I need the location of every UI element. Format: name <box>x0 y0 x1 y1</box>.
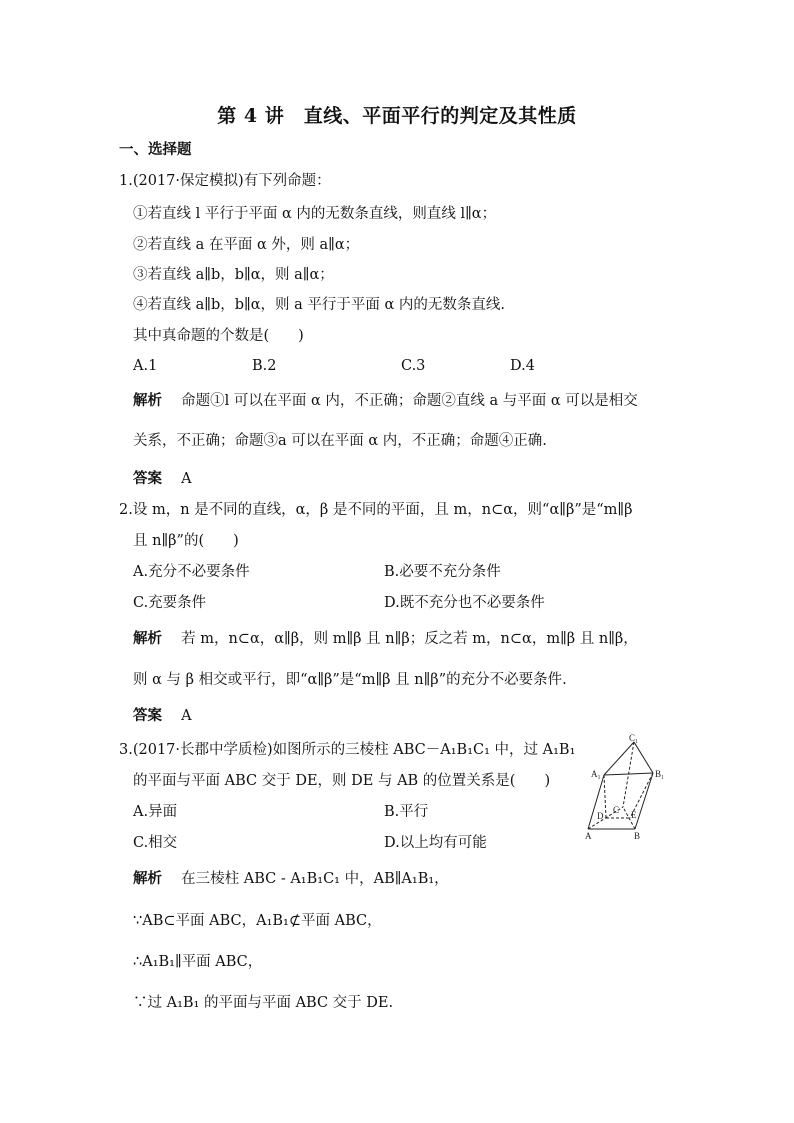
label-b1: B₁ <box>655 769 665 779</box>
q2-answer <box>133 707 192 725</box>
q3-analysis-line-3: ∴A₁B₁∥平面 ABC， <box>133 954 263 970</box>
edge-a1-d <box>604 775 606 818</box>
q1-proposition-3: ③若直线 a∥b，b∥α，则 a∥α； <box>133 267 334 283</box>
q1-option-d: D.4 <box>510 358 535 374</box>
q1-proposition-4: ④若直线 a∥b，b∥α，则 a 平行于平面 α 内的无数条直线. <box>133 297 505 313</box>
q2-analysis-text-1: 若 m，n⊂α，α∥β，则 m∥β 且 n∥β；反之若 m，n⊂α，m∥β 且 n∥β， <box>181 631 638 647</box>
q2-stem-line-2: 且 n∥β”的( ) <box>133 533 239 549</box>
q1-analysis-line-1 <box>133 392 638 410</box>
edge-b1-b <box>635 773 653 829</box>
q3-option-a: A.异面 <box>133 804 178 820</box>
q1-question: 其中真命题的个数是( ) <box>133 328 304 344</box>
q1-proposition-2: ②若直线 a 在平面 α 外，则 a∥α； <box>133 237 360 253</box>
q2-option-d: D.既不充分也不必要条件 <box>384 595 545 611</box>
q3-option-c: C.相交 <box>133 835 178 851</box>
label-d: D <box>597 811 604 821</box>
q3-analysis-line-1 <box>133 870 449 888</box>
q1-option-a: A.1 <box>133 358 158 374</box>
q1-proposition-1: ①若直线 l 平行于平面 α 内的无数条直线，则直线 l∥α； <box>133 206 497 222</box>
q2-answer-value: A <box>181 708 192 724</box>
label-c1: C₁ <box>629 733 639 743</box>
q1-analysis-text-1: 命题①l 可以在平面 α 内，不正确；命题②直线 a 与平面 α 可以是相交 <box>181 393 638 409</box>
q2-option-c: C.充要条件 <box>133 595 207 611</box>
q1-answer <box>133 470 192 488</box>
q3-option-b: B.平行 <box>384 804 429 820</box>
q3-stem-line-2: 的平面与平面 ABC 交于 DE，则 DE 与 AB 的位置关系是( ) <box>133 773 551 789</box>
analysis-label: 解析 <box>133 630 162 647</box>
q1-analysis-line-2: 关系，不正确；命题③a 可以在平面 α 内，不正确；命题④正确. <box>133 433 547 449</box>
edge-c1-b1 <box>634 742 653 773</box>
q1-stem: 1.(2017·保定模拟)有下列命题： <box>119 173 331 189</box>
q1-option-c: C.3 <box>401 358 426 374</box>
edge-c1-a1 <box>604 742 634 775</box>
q3-analysis-line-2: ∵AB⊂平面 ABC，A₁B₁⊄平面 ABC， <box>133 913 382 929</box>
q2-analysis-line-2: 则 α 与 β 相交或平行，即“α∥β”是“m∥β 且 n∥β”的充分不必要条件. <box>133 672 567 688</box>
q2-option-a: A.充分不必要条件 <box>133 564 250 580</box>
q1-answer-value: A <box>181 471 192 487</box>
q3-option-d: D.以上均有可能 <box>384 835 487 851</box>
answer-label: 答案 <box>133 707 162 724</box>
answer-label: 答案 <box>133 470 162 487</box>
section-heading: 一、选择题 <box>119 141 192 158</box>
label-c: C <box>613 805 620 815</box>
q3-stem-line-1: 3.(2017·长郡中学质检)如图所示的三棱柱 ABC－A₁B₁C₁ 中，过 A₁B₁ <box>119 742 576 758</box>
label-b: B <box>634 831 641 841</box>
triangular-prism-figure <box>583 733 693 843</box>
label-a1: A₁ <box>591 769 601 779</box>
analysis-label: 解析 <box>133 870 162 887</box>
page-title: 第 4 讲 直线、平面平行的判定及其性质 <box>217 105 577 127</box>
label-a: A <box>585 831 592 841</box>
q3-analysis-text-1: 在三棱柱 ABC - A₁B₁C₁ 中，AB∥A₁B₁， <box>181 871 449 887</box>
q3-analysis-line-4: ∵过 A₁B₁ 的平面与平面 ABC 交于 DE. <box>133 995 394 1011</box>
q2-option-b: B.必要不充分条件 <box>384 564 501 580</box>
q2-stem-line-1: 2.设 m，n 是不同的直线，α，β 是不同的平面，且 m，n⊂α，则“α∥β”是“m∥β <box>119 502 633 518</box>
q2-analysis-line-1 <box>133 630 638 648</box>
q1-option-b: B.2 <box>252 358 277 374</box>
label-e: E <box>631 810 637 820</box>
analysis-label: 解析 <box>133 392 162 409</box>
